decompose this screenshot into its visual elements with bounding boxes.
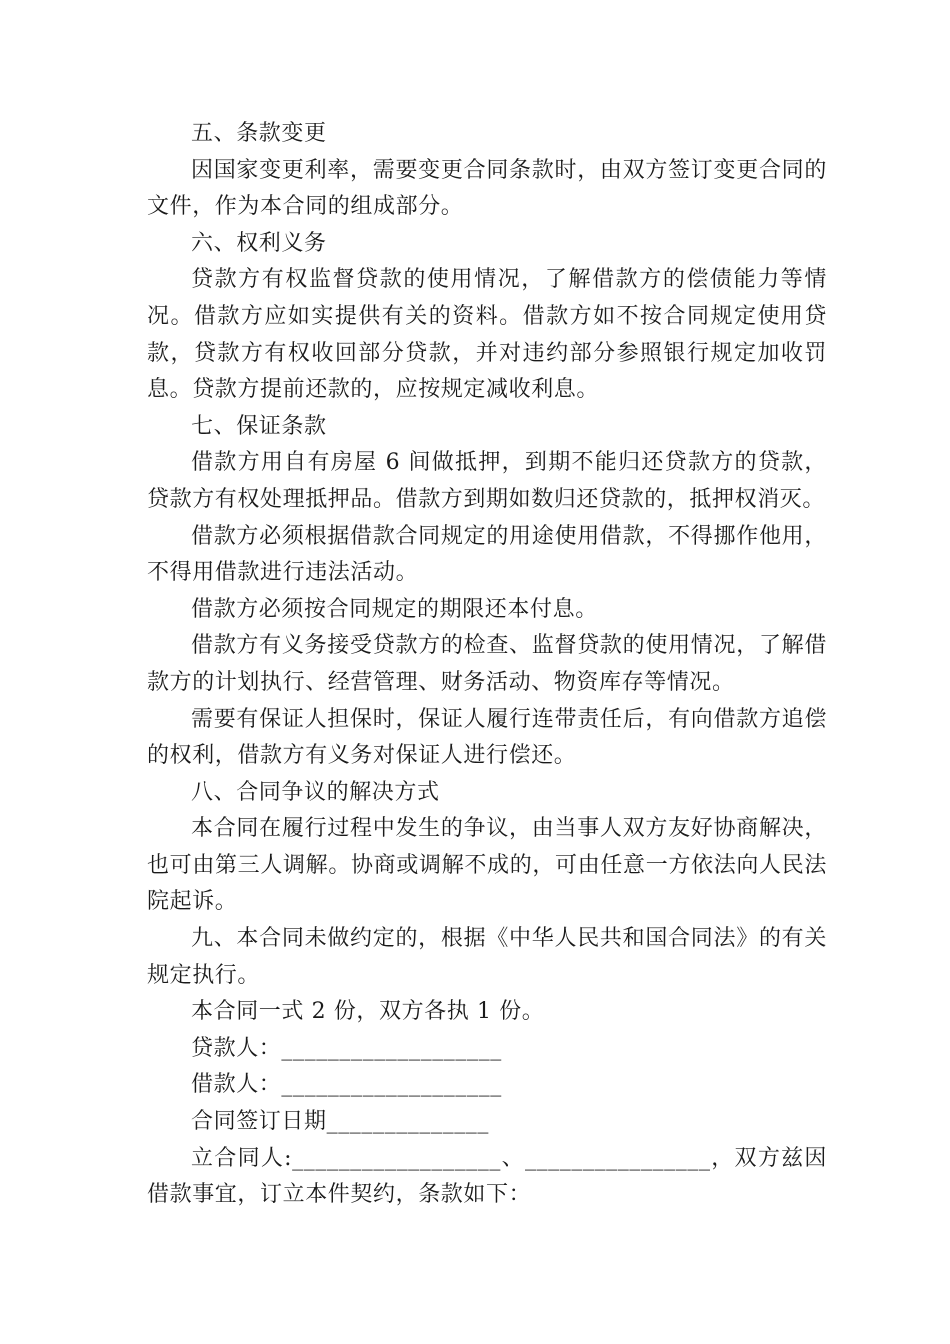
paragraph-rights-obligations: 贷款方有权监督贷款的使用情况，了解借款方的偿债能力等情况。借款方应如实提供有关的资料。借款方如不按合同规定使用贷款，贷款方有权收回部分贷款，并对违约部分参照银行规定加收罚息。贷款方提前还款的，应按规定减收利息。 <box>147 267 827 403</box>
contracting-parties-line: 立合同人:__________________、________________，双方兹因借款事宜，订立本件契约，条款如下： <box>147 1145 827 1208</box>
paragraph-inspection: 借款方有义务接受贷款方的检查、监督贷款的使用情况，了解借款方的计划执行、经营管理、财务活动、物资库存等情况。 <box>147 633 827 695</box>
borrower-signature-line: 借款人：___________________ <box>191 1072 502 1098</box>
document-page <box>147 116 827 1214</box>
paragraph-copies: 本合同一式 2 份，双方各执 1 份。 <box>191 999 545 1025</box>
paragraph-repayment: 借款方必须按合同规定的期限还本付息。 <box>191 596 598 622</box>
section-heading-guarantee: 七、保证条款 <box>191 413 327 439</box>
paragraph-guarantor: 需要有保证人担保时，保证人履行连带责任后，有向借款方追偿的权利，借款方有义务对保证人进行偿还。 <box>147 706 827 769</box>
signing-date-line: 合同签订日期______________ <box>191 1109 490 1135</box>
section-heading-rights-obligations: 六、权利义务 <box>191 230 327 256</box>
lender-signature-line: 贷款人：___________________ <box>191 1035 502 1061</box>
paragraph-contract-law: 九、本合同未做约定的，根据《中华人民共和国合同法》的有关规定执行。 <box>147 926 827 988</box>
paragraph-clause-change: 因国家变更利率，需要变更合同条款时，由双方签订变更合同的文件，作为本合同的组成部分。 <box>147 157 827 220</box>
paragraph-loan-usage: 借款方必须根据借款合同规定的用途使用借款，不得挪作他用，不得用借款进行违法活动。 <box>147 523 827 586</box>
section-heading-dispute: 八、合同争议的解决方式 <box>191 779 440 805</box>
paragraph-dispute: 本合同在履行过程中发生的争议，由当事人双方友好协商解决，也可由第三人调解。协商或调解不成的，可由任意一方依法向人民法院起诉。 <box>147 816 827 915</box>
paragraph-mortgage: 借款方用自有房屋 6 间做抵押，到期不能归还贷款方的贷款，贷款方有权处理抵押品。借款方到期如数归还贷款的，抵押权消灭。 <box>147 450 827 512</box>
section-heading-clause-change: 五、条款变更 <box>191 121 327 146</box>
